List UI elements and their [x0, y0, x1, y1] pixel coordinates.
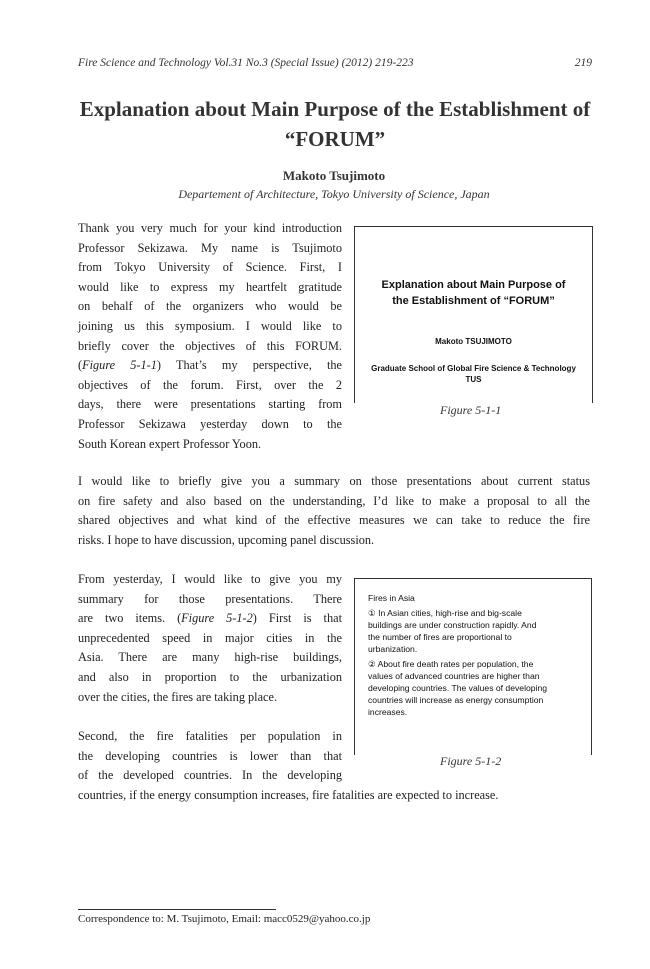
- slide-text-line: ② About fire death rates per population, the: [368, 659, 534, 669]
- figure-5-1-2-slide: [354, 578, 592, 755]
- slide-body: [368, 592, 583, 718]
- author-name: Makoto Tsujimoto: [282, 168, 386, 183]
- slide-item-1: [368, 607, 583, 655]
- footnote-divider: [78, 909, 276, 910]
- text-line: summary for those presentations. There: [78, 591, 342, 606]
- slide-text-line: buildings are under construction rapidly. And: [368, 620, 537, 630]
- text-line: objectives of the forum. First, over the 2: [78, 377, 342, 392]
- text-line: risks. I hope to have discussion, upcoming panel discussion.: [78, 532, 375, 547]
- paragraph-two-items: [78, 570, 342, 707]
- text-line: days, there were presentations starting from: [78, 397, 342, 412]
- slide-text-line: urbanization.: [368, 644, 418, 654]
- slide-text-line: developing countries. The values of developing: [368, 683, 547, 693]
- text-line: countries, if the energy consumption increases, fire fatalities are expected to increase.: [78, 787, 499, 802]
- paragraph-intro: [78, 219, 342, 454]
- paragraph-summary: [78, 472, 590, 550]
- slide-text-line: increases.: [368, 707, 408, 717]
- slide-text-line: values of advanced countries are higher than: [368, 671, 540, 681]
- text-line: From yesterday, I would like to give you my: [78, 572, 342, 586]
- slide-text-line: countries will increase as energy consumption: [368, 695, 544, 705]
- article-title: [70, 94, 600, 154]
- text-line: South Korean expert Professor Yoon.: [78, 436, 262, 451]
- text-fragment: ) That’s my perspective, the: [156, 358, 342, 373]
- text-fragment: ) First is that: [252, 611, 342, 626]
- text-line: Thank you very much for your kind introduction: [78, 221, 342, 235]
- text-line: of the developed countries. In the developing: [78, 768, 342, 783]
- figure-5-1-1-slide: [354, 226, 593, 403]
- slide-title: [355, 277, 592, 309]
- figure-reference: Figure 5-1-1: [82, 358, 157, 373]
- text-line: joining us this symposium. I would like to: [78, 318, 342, 333]
- text-line: would like to express my heartfelt gratitude: [78, 279, 342, 294]
- text-line: [78, 356, 342, 376]
- figure-5-1-1-caption: Figure 5-1-1: [440, 403, 502, 417]
- text-line: on fire safety and also based on the understanding, I’d like to make a proposal to all the: [78, 493, 590, 508]
- slide-title-line-1: Explanation about Main Purpose of: [381, 279, 566, 291]
- text-line: [78, 609, 342, 629]
- author-affiliation: Departement of Architecture, Tokyo University of Science, Japan: [178, 187, 490, 201]
- text-line: the developing countries is lower than that: [78, 748, 342, 763]
- figure-5-1-2-caption: Figure 5-1-2: [440, 754, 502, 768]
- slide-author: Makoto TSUJIMOTO: [435, 337, 512, 346]
- text-line: Asia. There are many high-rise buildings,: [78, 650, 342, 665]
- journal-citation: Fire Science and Technology Vol.31 No.3 (Special Issue) (2012) 219-223: [78, 57, 414, 69]
- text-line: on behalf of the organizers who would be: [78, 299, 342, 314]
- text-line: from Tokyo University of Science. First, I: [78, 260, 342, 275]
- slide-affiliation-line-2: TUS: [465, 375, 482, 384]
- text-line: briefly cover the objectives of this FORUM.: [78, 338, 342, 353]
- text-line: Professor Sekizawa. My name is Tsujimoto: [78, 240, 342, 255]
- text-line: unprecedented speed in major cities in the: [78, 630, 342, 645]
- text-line: and also in proportion to the urbanization: [78, 669, 342, 684]
- slide-heading: Fires in Asia: [368, 593, 415, 603]
- text-line: shared objectives and what kind of the effective measures we can take to reduce the fire: [78, 513, 590, 528]
- slide-affiliation-line-1: Graduate School of Global Fire Science & Technology: [371, 364, 576, 373]
- text-line: Professor Sekizawa yesterday down to the: [78, 416, 342, 431]
- footnote-correspondence: Correspondence to: M. Tsujimoto, Email: macc0529@yahoo.co.jp: [78, 913, 371, 925]
- slide-affiliation: [355, 363, 592, 385]
- page-number: 219: [574, 57, 592, 69]
- slide-title-line-2: the Establishment of “FORUM”: [392, 295, 555, 307]
- figure-reference: Figure 5-1-2: [181, 611, 253, 626]
- text-line: I would like to briefly give you a summary on those presentations about current status: [78, 474, 590, 488]
- title-line-2: “FORUM”: [284, 127, 386, 151]
- text-line: Second, the fire fatalities per population in: [78, 729, 342, 743]
- text-fragment: are two items. (: [78, 611, 182, 626]
- running-header: [78, 57, 592, 69]
- slide-text-line: ① In Asian cities, high-rise and big-scale: [368, 608, 522, 618]
- slide-item-2: [368, 658, 583, 718]
- title-line-1: Explanation about Main Purpose of the Establishment of: [79, 97, 591, 121]
- text-fragment: (: [78, 358, 83, 373]
- slide-text-line: the number of fires are proportional to: [368, 632, 512, 642]
- text-line: over the cities, the fires are taking place.: [78, 689, 278, 704]
